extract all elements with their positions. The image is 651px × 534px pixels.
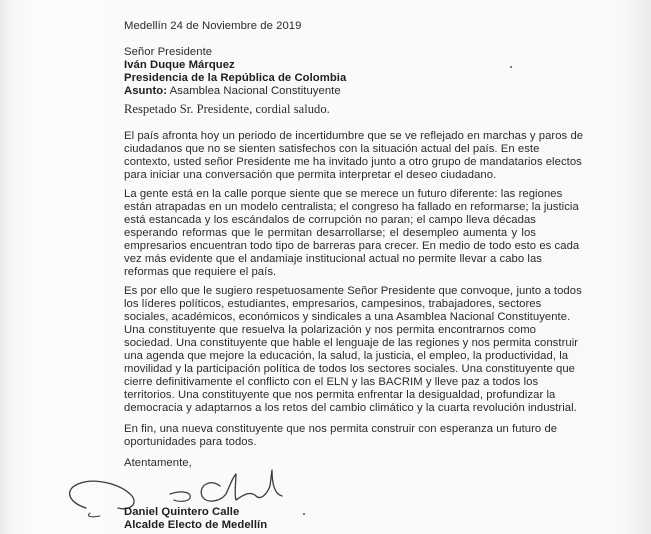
- recipient-office: Presidencia de la República de Colombia: [124, 72, 347, 84]
- subject-line: [124, 84, 341, 98]
- paragraph-1-line: contexto, usted señor Presidente me ha invitado junto a otro grupo de mandatarios electos: [124, 156, 582, 168]
- paragraph-3-line: cierre definitivamente el conflicto con el ELN y las BACRIM y lleve paz a todos los: [124, 376, 539, 388]
- paragraph-2-line: están atrapadas en un modelo centralista; el congreso ha fallado en reformarse; la justicia: [124, 201, 579, 213]
- paragraph-2-line: vez más evidente que el andamiaje institucional actual no permite llevar a cabo las: [124, 253, 542, 265]
- paragraph-2-line: está estancada y los escándalos de corrupción no paran; el campo lleva décadas: [124, 214, 536, 226]
- closing: Atentamente,: [124, 457, 192, 469]
- recipient-title: Señor Presidente: [124, 46, 213, 58]
- letter-date: Medellín 24 de Noviembre de 2019: [124, 20, 302, 32]
- greeting: Respetado Sr. Presidente, cordial saludo.: [124, 102, 330, 116]
- paragraph-3-line: Es por ello que le sugiero respetuosamente Señor Presidente que convoque, junto a todos: [124, 285, 582, 297]
- paragraph-3-line: Una constituyente que resuelva la polarización y nos permita encontrarnos como: [124, 324, 536, 336]
- paragraph-1-line: para iniciar una conversación que permita interpretar el deseo ciudadano.: [124, 169, 497, 181]
- paragraph-1-line: ciudadanos que no se sienten satisfechos con la situación actual del país. En este: [124, 143, 540, 155]
- paragraph-1-line: El país afronta hoy un periodo de incertidumbre que se ve reflejado en marchas y paros de: [124, 130, 584, 142]
- paragraph-2-line: esperando reformas que le permitan desarrollarse; el desempleo aumenta y los: [124, 227, 536, 239]
- paragraph-3-line: territorios. Una constituyente que nos permita enfrentar la desigualdad, profundizar la: [124, 389, 556, 401]
- paragraph-2-line: reformas que requiere el país.: [124, 266, 277, 278]
- subject-value: Asamblea Nacional Constituyente: [167, 85, 341, 97]
- paper-speck: [510, 66, 512, 68]
- paragraph-3-line: democracia y adaptarnos a los retos del cambio climático y la cuarta revolución industrial.: [124, 402, 577, 414]
- paragraph-2-line: La gente está en la calle porque siente que se merece un futuro diferente: las regiones: [124, 188, 563, 200]
- paragraph-2-line: empresarios encuentran todo tipo de barreras para crecer. En medio de todo esto es cada: [124, 240, 580, 252]
- paper-speck: [303, 513, 305, 515]
- paragraph-3-line: movilidad y la participación política de todos los sectores sociales. Una constituyente que: [124, 363, 576, 375]
- paragraph-4-line: oportunidades para todos.: [124, 436, 257, 448]
- signer-name: Daniel Quintero Calle: [124, 506, 240, 518]
- paragraph-3-line: los líderes políticos, estudiantes, empresarios, campesinos, trabajadores, sectores: [124, 298, 542, 310]
- paragraph-3-line: sociedad. Una constituyente que hable el lenguaje de las regiones y nos permita construir: [124, 337, 579, 349]
- paragraph-3-line: sociales, académicos, económicos y sindicales a una Asamblea Nacional Constituyente.: [124, 311, 571, 323]
- signer-title: Alcalde Electo de Medellín: [124, 519, 268, 531]
- paragraph-3-line: una agenda que mejore la educación, la salud, la justicia, el empleo, la productividad, la: [124, 350, 569, 362]
- subject-label: Asunto:: [124, 85, 168, 97]
- recipient-name: Iván Duque Márquez: [124, 59, 235, 71]
- paragraph-4-line: En fin, una nueva constituyente que nos permita construir con esperanza un futuro de: [124, 423, 558, 435]
